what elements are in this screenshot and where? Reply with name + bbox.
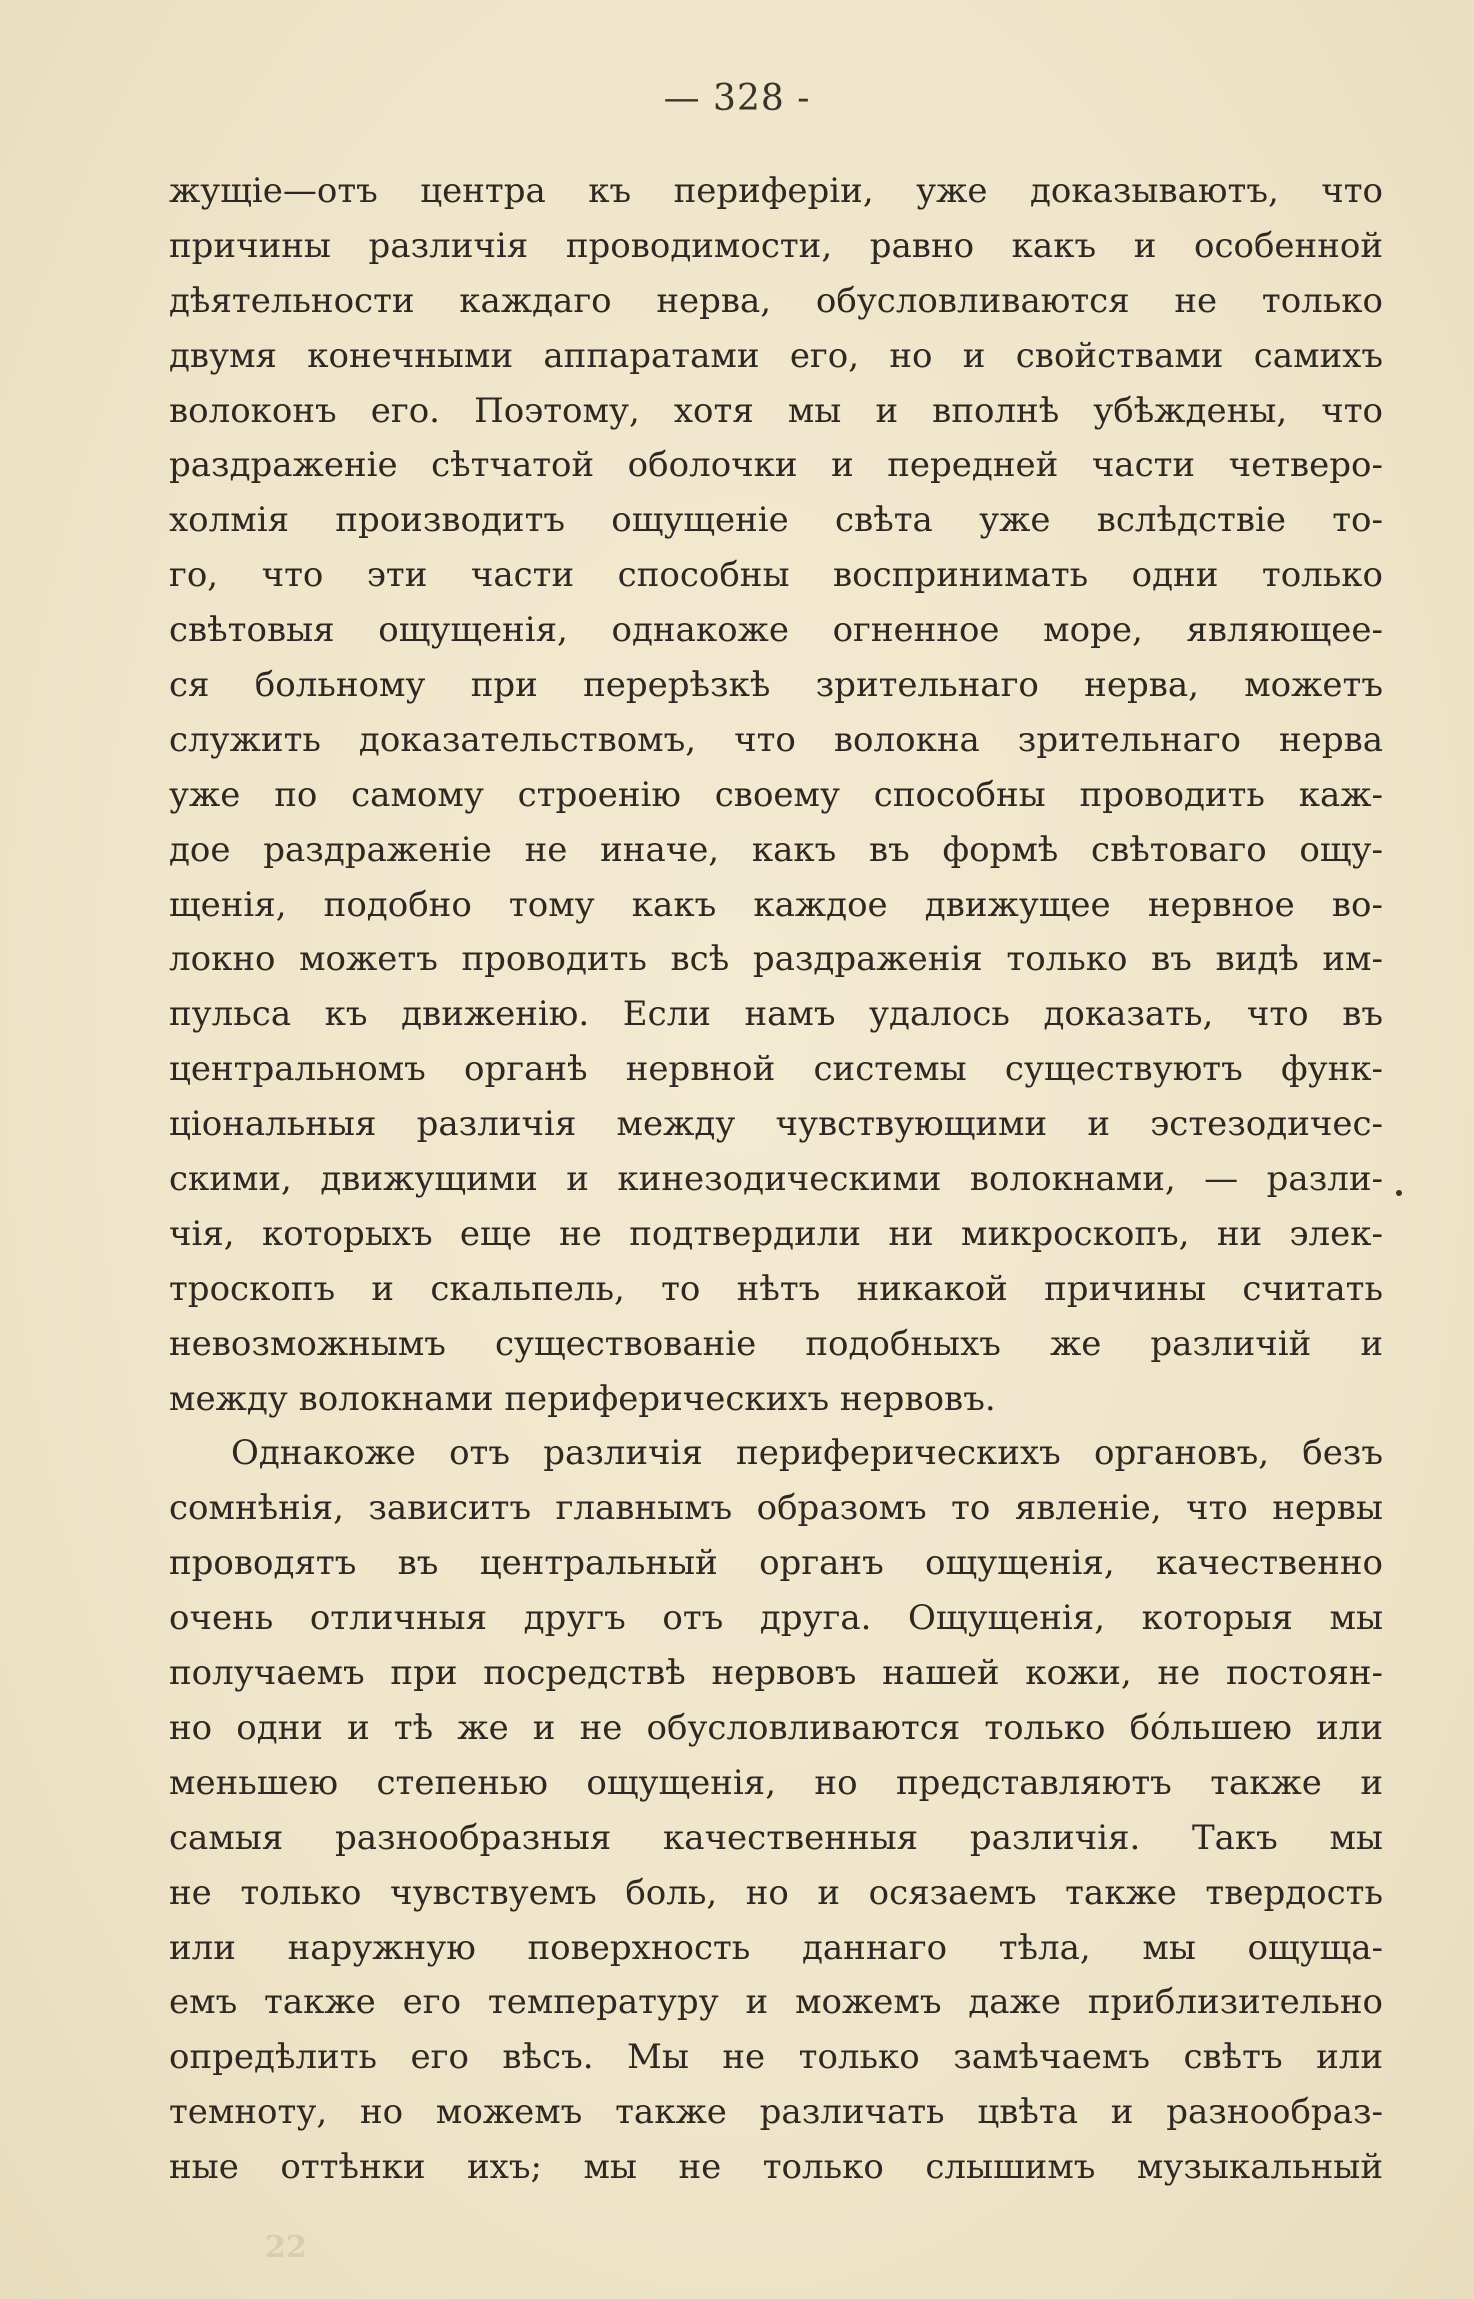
page-number: — 328 - <box>663 78 811 119</box>
text-line: пульса къ движенію. Если намъ удалось доказать, что въ <box>169 994 1383 1035</box>
text-line: сомнѣнія, зависитъ главнымъ образомъ то явленіе, что нервы <box>169 1488 1383 1529</box>
text-line: скими, движущими и кинезодическими волокнами, — разли- <box>169 1159 1383 1200</box>
text-line: очень отличныя другъ отъ друга. Ощущенія, которыя мы <box>169 1598 1383 1639</box>
text-line: самыя разнообразныя качественныя различія. Такъ мы <box>169 1817 1383 1858</box>
text-line: проводятъ въ центральный органъ ощущенія, качественно <box>169 1543 1383 1584</box>
faded-signature-mark: 22 <box>265 2230 307 2265</box>
text-line: раздраженіе сѣтчатой оболочки и передней части четверо- <box>169 445 1383 486</box>
text-line: дое раздраженіе не иначе, какъ въ формѣ свѣтоваго ощу- <box>169 829 1383 870</box>
text-line: уже по самому строенію своему способны проводить каж- <box>169 774 1383 815</box>
text-line: чія, которыхъ еще не подтвердили ни микроскопъ, ни элек- <box>169 1213 1383 1254</box>
text-line: жущіе—отъ центра къ периферіи, уже доказываютъ, что <box>169 171 1383 211</box>
text-line: го, что эти части способны воспринимать одни только <box>169 555 1383 596</box>
text-line: ціональныя различія между чувствующими и эстезодичес- <box>169 1104 1383 1145</box>
text-line: невозможнымъ существованіе подобныхъ же различій и <box>169 1323 1383 1364</box>
text-line: служить доказательствомъ, что волокна зрительнаго нерва <box>169 719 1383 760</box>
text-line: опредѣлить его вѣсъ. Мы не только замѣчаемъ свѣтъ или <box>169 2037 1383 2078</box>
text-line: получаемъ при посредствѣ нервовъ нашей кожи, не постоян- <box>169 1653 1383 1694</box>
margin-mark <box>1396 1190 1402 1196</box>
text-line: щенія, подобно тому какъ каждое движущее нервное во- <box>169 884 1383 925</box>
text-line: темноту, но можемъ также различать цвѣта и разнообраз- <box>169 2092 1383 2133</box>
text-line: не только чувствуемъ боль, но и осязаемъ также твердость <box>169 1872 1383 1913</box>
text-line: емъ также его температуру и можемъ даже приблизительно <box>169 1982 1383 2023</box>
text-line: двумя конечными аппаратами его, но и свойствами самихъ <box>169 335 1383 376</box>
text-line: дѣятельности каждаго нерва, обусловливаются не только <box>169 280 1383 321</box>
text-line: холмія производитъ ощущеніе свѣта уже вслѣдствіе то- <box>169 500 1383 541</box>
body-text <box>169 164 1383 2195</box>
text-line: но одни и тѣ же и не обусловливаются только бо́льшею или <box>169 1707 1383 1748</box>
text-line: или наружную поверхность даннаго тѣла, мы ощуща- <box>169 1927 1383 1968</box>
text-line: меньшею степенью ощущенія, но представляютъ также и <box>169 1762 1383 1803</box>
text-line: причины различія проводимости, равно какъ и особенной <box>169 225 1383 266</box>
paragraph-start-line: Однакоже отъ различія периферическихъ органовъ, безъ <box>231 1433 1383 1474</box>
text-line: центральномъ органѣ нервной системы существуютъ функ- <box>169 1049 1383 1090</box>
text-line: волоконъ его. Поэтому, хотя мы и вполнѣ убѣждены, что <box>169 390 1383 431</box>
text-line: ные оттѣнки ихъ; мы не только слышимъ музыкальный <box>169 2147 1383 2188</box>
text-line: ся больному при перерѣзкѣ зрительнаго нерва, можетъ <box>169 665 1383 706</box>
text-line: локно можетъ проводить всѣ раздраженія только въ видѣ им- <box>169 939 1383 980</box>
paragraph-end-line: между волокнами периферическихъ нервовъ. <box>169 1378 996 1419</box>
text-line: свѣтовыя ощущенія, однакоже огненное море, являющее- <box>169 610 1383 651</box>
text-line: троскопъ и скальпель, то нѣтъ никакой причины считать <box>169 1268 1383 1309</box>
